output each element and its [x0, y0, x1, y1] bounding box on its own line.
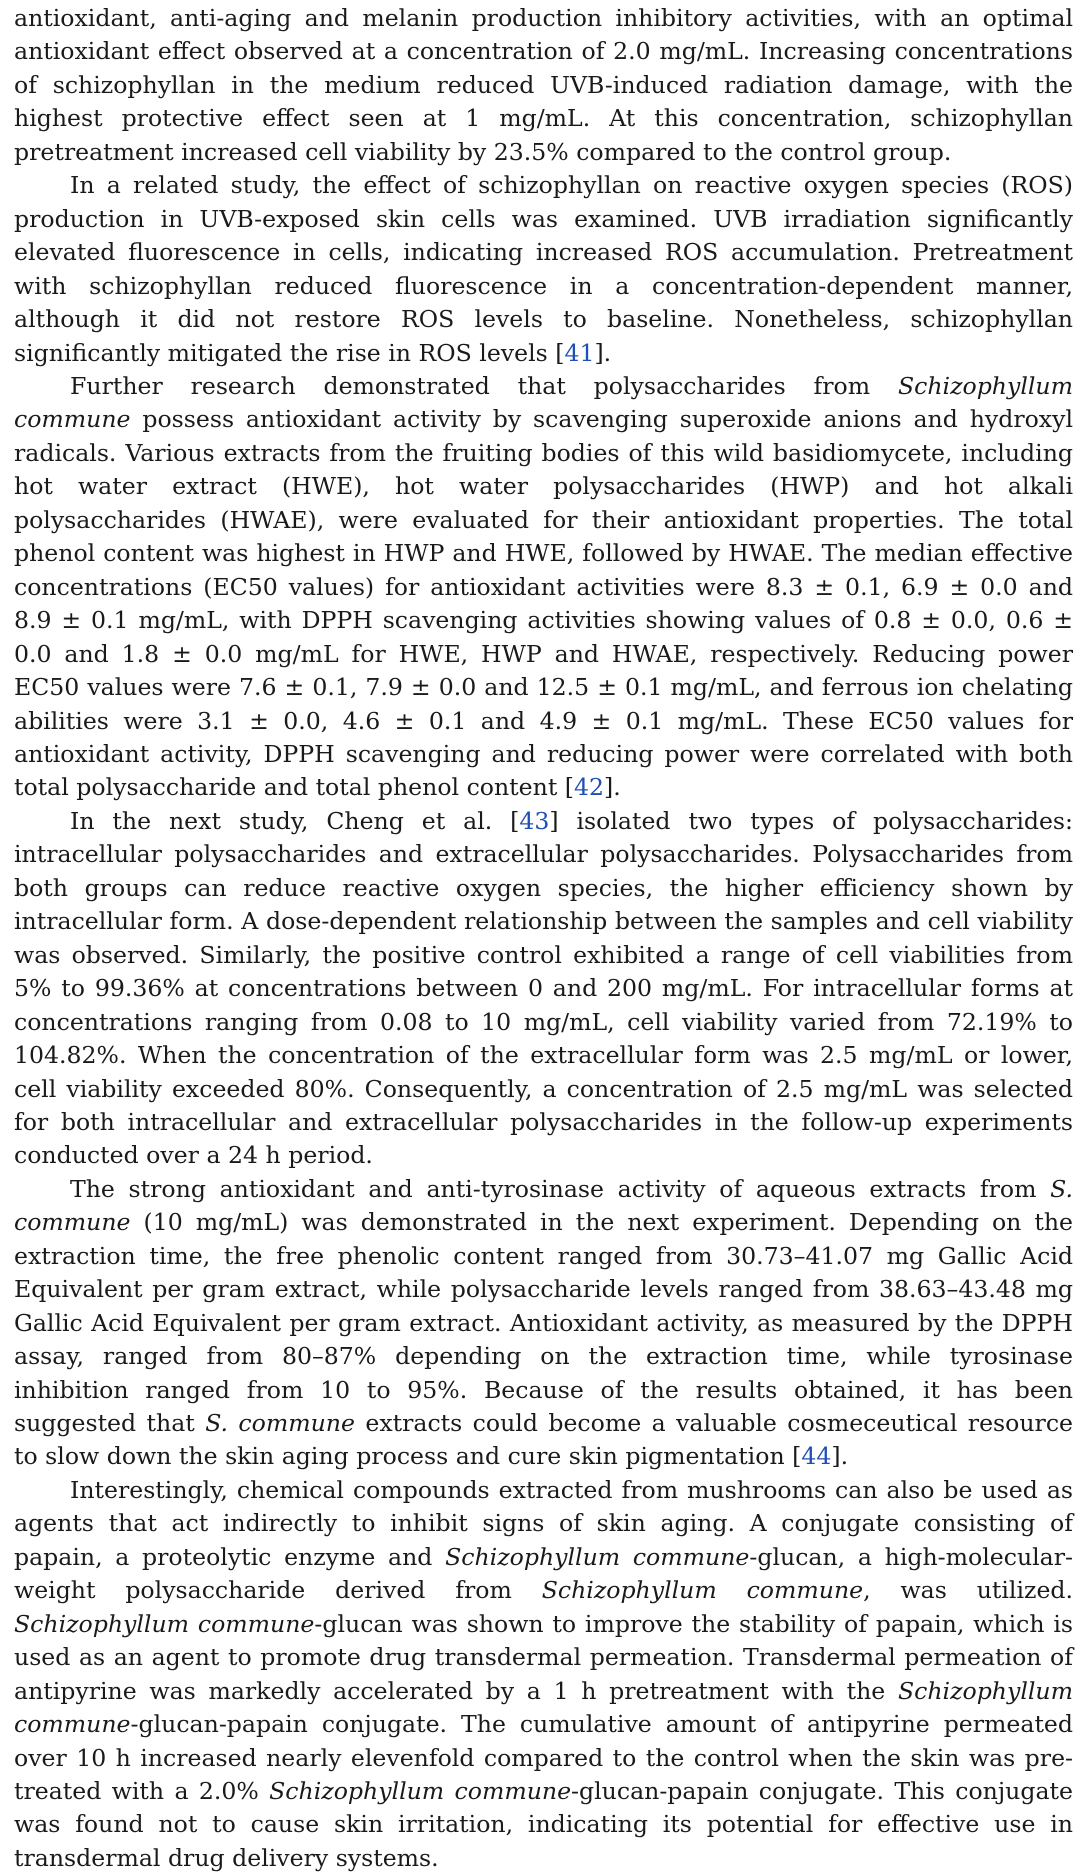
text-run: (10 mg/mL) was demonstrated in the next experiment. Depending on the extraction time, the free phenolic content ranged from 30.73–41.07 mg Gallic Acid Equivalent per gram extract, while polysaccharide levels ranged from 38.63–43.48 mg Gallic Acid Equivalent per gram extract. Antioxidant activity, as measured by the DPPH assay, ranged from 80–87% depending on the extraction time, while tyrosinase inhibition ranged from 10 to 95%. Because of the results obtained, it has been suggested that — [14, 1208, 1073, 1438]
paragraph — [14, 2, 1073, 169]
italic-term: S. commune — [14, 1174, 1073, 1237]
text-run: ]. — [594, 338, 612, 367]
text-run: In a related study, the effect of schizophyllan on reactive oxygen species (ROS) production in UVB-exposed skin cells was examined. UVB irradiation significantly elevated fluorescence in cells, indicating increased ROS accumulation. Pretreatment with schizophyllan reduced fluorescence in a concentration-dependent manner, although it did not restore ROS levels to baseline. Nonetheless, schizophyllan significantly mitigated the rise in ROS levels [ — [14, 171, 1073, 367]
italic-term: Schizophyllum commune — [14, 371, 1073, 434]
paragraph — [14, 1173, 1073, 1474]
paragraph — [14, 169, 1073, 370]
paragraph — [14, 805, 1073, 1173]
italic-term: Schizophyllum commune — [14, 1676, 1073, 1739]
citation-link[interactable]: 43 — [519, 806, 550, 835]
text-run: Interestingly, chemical compounds extracted from mushrooms can also be used as agents that act indirectly to inhibit signs of skin aging. A conjugate consisting of papain, a proteolytic enzyme and — [14, 1475, 1073, 1571]
italic-term: Schizophyllum commune — [541, 1576, 864, 1605]
italic-term: Schizophyllum commune — [269, 1777, 572, 1806]
text-run: The strong antioxidant and anti-tyrosinase activity of aqueous extracts from — [70, 1174, 1051, 1203]
text-run: -glucan-papain conjugate. The cumulative amount of antipyrine permeated over 10 h increased nearly elevenfold compared to the control when the skin was pre-treated with a 2.0% — [14, 1710, 1073, 1806]
citation-link[interactable]: 44 — [801, 1442, 832, 1471]
text-run: -glucan, a high-molecular-weight polysaccharide derived from — [14, 1542, 1073, 1605]
italic-term: Schizophyllum commune — [14, 1609, 315, 1638]
text-run: -glucan was shown to improve the stability of papain, which is used as an agent to promote drug transdermal permeation. Transdermal permeation of antipyrine was markedly accelerated by a 1 h pretreatment with the — [14, 1609, 1074, 1705]
text-run: ]. — [831, 1442, 849, 1471]
text-run: ] isolated two types of polysaccharides: intracellular polysaccharides and extracellular polysaccharides. Polysaccharides from both groups can reduce reactive oxygen species, the higher efficiency shown by intracellular form. A dose-dependent relationship between the samples and cell viability was observed. Similarly, the positive control exhibited a range of cell viabilities from 5% to 99.36% at concentrations between 0 and 200 mg/mL. For intracellular forms at concentrations ranging from 0.08 to 10 mg/mL, cell viability varied from 72.19% to 104.82%. When the concentration of the extracellular form was 2.5 mg/mL or lower, cell viability exceeded 80%. Consequently, a concentration of 2.5 mg/mL was selected for both intracellular and extracellular polysaccharides in the follow-up experiments conducted over a 24 h period. — [14, 806, 1073, 1170]
citation-link[interactable]: 41 — [564, 338, 595, 367]
text-run: Further research demonstrated that polysaccharides from — [70, 371, 898, 400]
paragraph — [14, 370, 1073, 805]
text-run: , was utilized. — [863, 1576, 1074, 1605]
text-run: In the next study, Cheng et al. [ — [70, 806, 520, 835]
text-run: possess antioxidant activity by scavenging superoxide anions and hydroxyl radicals. Various extracts from the fruiting bodies of this wild basidiomycete, including hot water extract (HWE), hot water polysaccharides (HWP) and hot alkali polysaccharides (HWAE), were evaluated for their antioxidant properties. The total phenol content was highest in HWP and HWE, followed by HWAE. The median effective concentrations (EC50 values) for antioxidant activities were 8.3 ± 0.1, 6.9 ± 0.0 and 8.9 ± 0.1 mg/mL, with DPPH scavenging activities showing values of 0.8 ± 0.0, 0.6 ± 0.0 and 1.8 ± 0.0 mg/mL for HWE, HWP and HWAE, respectively. Reducing power EC50 values were 7.6 ± 0.1, 7.9 ± 0.0 and 12.5 ± 0.1 mg/mL, and ferrous ion chelating abilities were 3.1 ± 0.0, 4.6 ± 0.1 and 4.9 ± 0.1 mg/mL. These EC50 values for antioxidant activity, DPPH scavenging and reducing power were correlated with both total polysaccharide and total phenol content [ — [14, 405, 1073, 802]
citation-link[interactable]: 42 — [574, 773, 605, 802]
text-run: -glucan-papain conjugate. This conjugate was found not to cause skin irritation, indicating its potential for effective use in transdermal drug delivery systems. — [14, 1777, 1073, 1872]
text-run: ]. — [604, 773, 621, 802]
italic-term: Schizophyllum commune — [445, 1542, 750, 1571]
text-run: extracts could become a valuable cosmeceutical resource to slow down the skin aging process and cure skin pigmentation [ — [14, 1409, 1074, 1471]
text-run: antioxidant, anti-aging and melanin production inhibitory activities, with an optimal antioxidant effect observed at a concentration of 2.0 mg/mL. Increasing concentrations of schizophyllan in the medium reduced UVB-induced radiation damage, with the highest protective effect seen at 1 mg/mL. At this concentration, schizophyllan pretreatment increased cell viability by 23.5% compared to the control group. — [14, 4, 1073, 166]
italic-term: S. commune — [205, 1409, 355, 1438]
paragraph — [14, 1474, 1073, 1875]
